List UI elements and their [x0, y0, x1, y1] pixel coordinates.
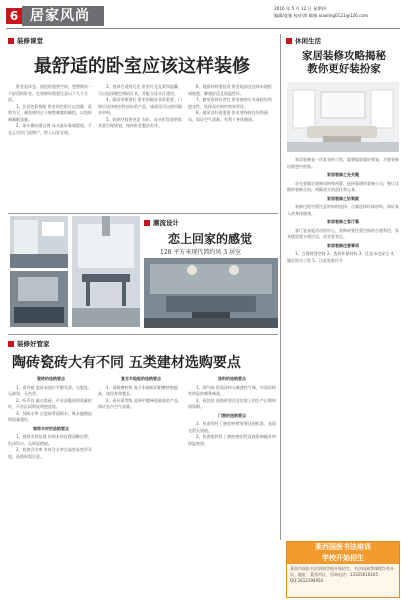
feature-headline: 恋上回家的感觉: [168, 232, 253, 246]
sidebar-tag-label: 休闲生活: [295, 37, 321, 45]
promo-body: 莱西市国医书法培训学校开始招生，书法国画等课程均有开设。地址：莱西市区，咨询电话：13325616165 QQ:2612194950: [290, 566, 394, 583]
sidebar-subhead: 家居装修注意事项: [327, 242, 359, 248]
column-divider: [280, 34, 281, 540]
article2-subhead: 复合木地板的选购要点: [121, 376, 161, 381]
article1-para: 卧室是休息、放松的重要空间，想要拥有一个舒适的卧室，在装修时需要注意以下几个方面。: [8, 84, 92, 102]
article1-para: 5、收纳空间要充足 衣柜、床头柜等收纳家具要合理规划，保持卧室整洁有序。: [98, 116, 182, 128]
article1-para: 2、床头朝向要合理 床头最好靠墙摆放，不宜正对房门或窗户，给人以安全感。: [8, 123, 92, 135]
article2-para: 2、看包装 选购时要注意包装上的生产日期和保质期。: [188, 397, 276, 409]
sidebar-tag: [286, 36, 321, 45]
article1-headline: 最舒适的卧室应该这样装修: [34, 56, 250, 77]
sidebar-headline-line2: 教你更好装扮家: [307, 63, 381, 75]
article1-para: 6、地面材料要舒适 卧室地面宜选择木地板或地毯，脚感舒适且保温性好。: [188, 84, 272, 96]
sidebar-subhead: 家居装修之客厅篇: [327, 219, 359, 224]
sidebar-headline: [290, 50, 398, 76]
sidebar-para: 首先要确定装修风格和预算，选择靠谱的装修公司，签订详细的装修合同，明确双方的责任和义务。: [287, 180, 399, 192]
sidebar-para: 1、合理规划空间 2、选择环保材料 3、注意水电安全 4、做好防水工程 5、注意验收环节: [287, 251, 397, 263]
study-image: [10, 271, 68, 327]
article2-para: 2、检查密封性 门窗的密封性直接影响隔音和保温效果。: [188, 434, 276, 446]
article2-col-2: [98, 374, 184, 598]
section-divider: [8, 213, 278, 214]
article2-para: 1、闻气味 优质涂料无刺激性气味，劣质涂料有明显的刺鼻味道。: [188, 384, 276, 396]
article2-headline: 陶砖瓷砖大有不同 五类建材选购要点: [12, 355, 241, 371]
sidebar-para: 装修过程中要注意材料的选择，尽量选择环保材料，保证家人的身体健康。: [287, 204, 399, 216]
article1-col-3: [188, 84, 274, 212]
header-editor: 编辑/聂雅 校对/胡 邮箱:xiaoling0121@126.com: [274, 13, 369, 18]
article2-col-3: [188, 374, 276, 598]
section-divider: [8, 334, 278, 335]
sidebar-living-room-photo: [287, 82, 399, 152]
feature-photo-study: [10, 271, 68, 327]
article2-para: 2、听声音 敲击瓷砖，声音清脆说明质量较好，声音沉闷则说明密度低。: [8, 397, 92, 409]
article2-tag-label: 装修好管家: [17, 340, 50, 348]
tag-square-icon: [8, 38, 14, 44]
article2-para: 1、看耐磨转数 复合木地板的耐磨转数越高，使用寿命越长。: [98, 384, 178, 396]
sidebar-para: 客厅是家庭活动的中心，装修时要注重空间的合理利用，家具摆放要方便活动，采光要充足。: [287, 227, 399, 239]
feature-photo-living: [144, 258, 278, 328]
header-rule: [6, 28, 400, 29]
article1-tag-label: 装修课堂: [17, 37, 43, 45]
promo-title-line1: 莱西国医书法培训: [315, 543, 371, 551]
dining-room-image: [72, 216, 140, 327]
feature-tag-label: 潮流设计: [153, 219, 179, 227]
tag-square-icon: [8, 341, 14, 347]
tag-square-icon: [286, 38, 292, 44]
feature-photo-kitchen: [10, 216, 68, 268]
article2-subhead: 装饰木材的选购要点: [33, 425, 69, 431]
article2-subhead: 涂料的选购要点: [218, 376, 246, 381]
living-room-sofa-image: [144, 258, 278, 328]
article2-subhead: 门窗的选购要点: [218, 412, 246, 418]
article2-para: 2、看环保等级 选择甲醛释放量低的产品，保证室内空气质量。: [98, 397, 182, 409]
sidebar-body: [287, 157, 399, 539]
article2-para: 2、检查含水率 木材含水率过高容易变形开裂，选购时需注意。: [8, 447, 92, 459]
feature-subtitle: 128 平方米现代简约风 3 居室: [160, 249, 241, 256]
article1-para: 7、窗帘选择有讲究 卧室窗帘应具备较好的遮光性，选择双层窗帘效果更佳。: [188, 97, 272, 109]
article2-para: 3、试吸水率 在瓷砖背面倒水，吸水越慢说明质量越好。: [8, 410, 92, 422]
article1-para: 4、隔音效果要好 卧室的隔音非常重要，门窗应选择密封性较好的产品，墙面也可以使用隔音材料。: [98, 97, 182, 115]
sidebar-subhead: 家居装修之协案款: [327, 195, 359, 201]
sidebar-subhead: 家居装修之先关键: [327, 172, 359, 177]
article1-tag: [8, 36, 43, 45]
sidebar-headline-line1: 家居装修攻略揭秘: [302, 50, 386, 62]
living-room-image: [287, 82, 399, 152]
page-number: 6: [6, 8, 22, 24]
promo-box: [286, 541, 400, 598]
article2-subhead: 瓷砖的选购要点: [37, 376, 65, 381]
feature-tag: [144, 218, 179, 227]
article1-col-1: [8, 84, 94, 212]
article1-para: 3、选择合适的灯光 卧室灯光宜柔和温馨，可以选择暖色调的灯具，并配合床头灯使用。: [98, 84, 182, 96]
page-header: [0, 0, 406, 30]
promo-title: [287, 542, 399, 564]
header-date: 2016 年 5 月 12 日 星期四: [274, 6, 326, 11]
header-meta: [274, 5, 400, 19]
article2-para: 1、检查型材 门窗型材壁厚要达到标准，表面光滑无划痕。: [188, 421, 276, 433]
article2-para: 1、看外观 瓷砖表面应平整光滑，无裂纹、无缺角、无色差。: [8, 384, 92, 396]
section-title: 居家风尚: [22, 6, 104, 26]
article2-col-1: [8, 374, 94, 598]
feature-photo-dining: [72, 216, 140, 327]
sidebar-para: 家居装修是一项复杂的工程，需要提前做好规划，才能装修出理想中的家。: [287, 157, 399, 169]
article2-para: 1、观察木材纹理 好的木材纹理清晰自然，色泽均匀，无明显疤痕。: [8, 434, 92, 446]
article1-para: 1、注意色彩搭配 卧室的色彩应以淡雅、柔和为主，避免使用过于鲜艳刺激的颜色，以免影响睡眠质量。: [8, 103, 92, 122]
article1-para: 8、通风良好很重要 卧室要保持良好的通风，保证空气清新，有利于身体健康。: [188, 110, 268, 122]
promo-title-line2: 学校开始招生: [322, 554, 364, 562]
article2-tag: [8, 339, 50, 348]
tag-square-icon: [144, 220, 150, 226]
article1-col-2: [98, 84, 184, 212]
kitchen-image: [10, 216, 68, 268]
